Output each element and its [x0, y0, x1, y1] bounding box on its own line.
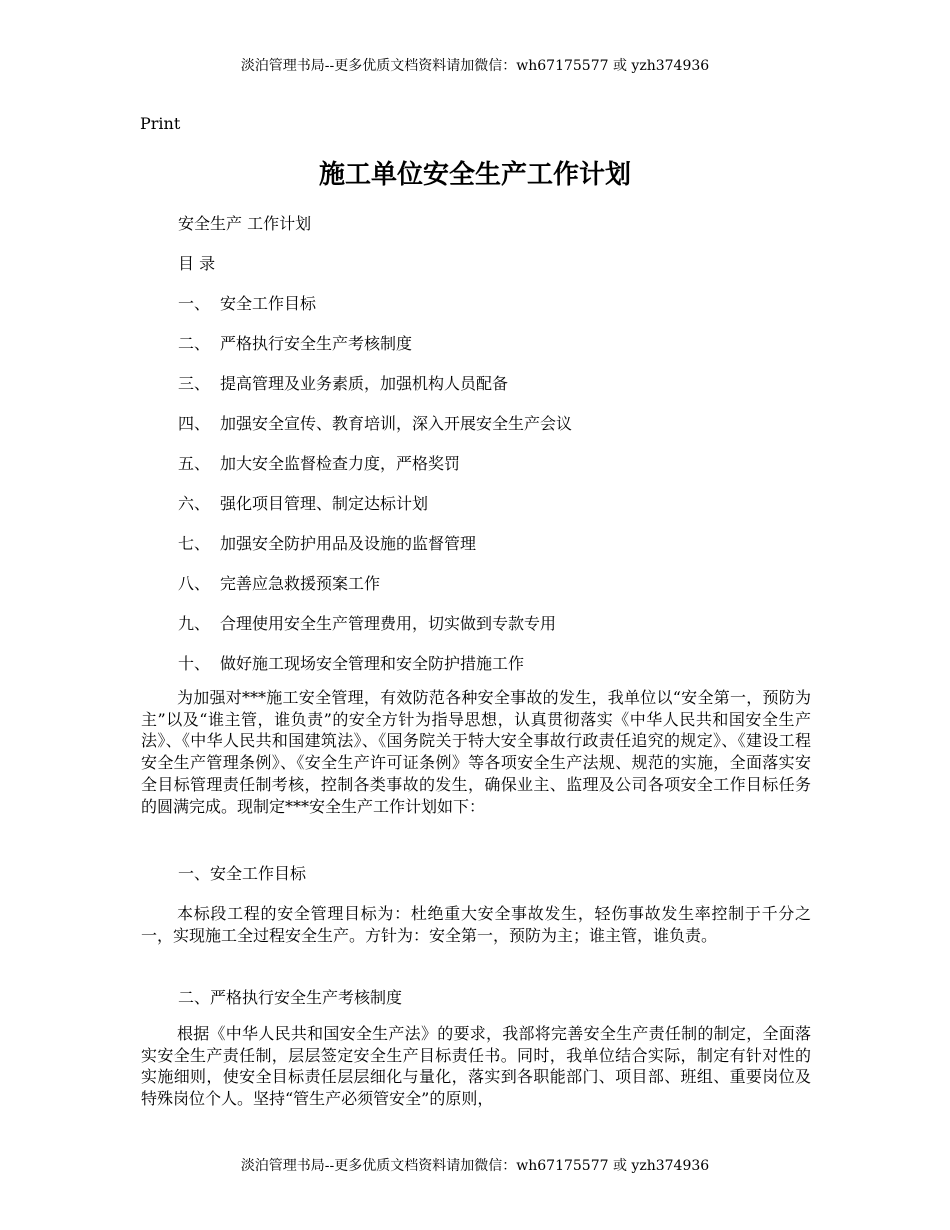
toc-item-number: 六、 [178, 494, 211, 513]
toc-item [178, 454, 572, 494]
page-header: 淡泊管理书局--更多优质文档资料请加微信：wh67175577 或 yzh374936 [240, 58, 710, 74]
toc-item-number: 五、 [178, 454, 211, 473]
safety-goal-paragraph: 本标段工程的安全管理目标为：杜绝重大安全事故发生，轻伤事故发生率控制于千分之一，实现施工全过程安全生产。方针为：安全第一，预防为主；谁主管，谁负责。 [141, 904, 811, 945]
toc-item-text: 合理使用安全生产管理费用，切实做到专款专用 [220, 614, 557, 633]
toc-item-number: 八、 [178, 574, 211, 593]
toc-item [178, 294, 572, 334]
toc-item [178, 574, 572, 614]
toc-item-text: 做好施工现场安全管理和安全防护措施工作 [220, 654, 525, 673]
toc-item-number: 十、 [178, 654, 211, 673]
toc-item-number: 四、 [178, 414, 211, 433]
section-heading-safety-goal: 一、安全工作目标 [178, 864, 307, 883]
table-of-contents [178, 294, 572, 694]
toc-heading: 目 录 [178, 254, 216, 273]
toc-item-text: 强化项目管理、制定达标计划 [220, 494, 429, 513]
toc-item-number: 二、 [178, 334, 211, 353]
toc-item-number: 一、 [178, 294, 211, 313]
toc-item-number: 三、 [178, 374, 211, 393]
toc-item [178, 414, 572, 454]
toc-item-text: 加强安全宣传、教育培训，深入开展安全生产会议 [220, 414, 573, 433]
toc-item-text: 提高管理及业务素质，加强机构人员配备 [220, 374, 509, 393]
assessment-paragraph: 根据《中华人民共和国安全生产法》的要求，我部将完善安全生产责任制的制定，全面落实安全生产责任制，层层签定安全生产目标责任书。同时，我单位结合实际，制定有针对性的实施细则，使安全目标责任层层细化与量化，落实到各职能部门、项目部、班组、重要岗位及特殊岗位个人。坚持“管生产必须管安全”的原则， [141, 1024, 811, 1109]
document-subtitle: 安全生产 工作计划 [178, 214, 312, 233]
toc-item-text: 加强安全防护用品及设施的监督管理 [220, 534, 477, 553]
toc-item [178, 494, 572, 534]
toc-item [178, 614, 572, 654]
toc-item-text: 加大安全监督检查力度，严格奖罚 [220, 454, 461, 473]
toc-item-text: 安全工作目标 [220, 294, 317, 313]
section-heading-assessment: 二、严格执行安全生产考核制度 [178, 988, 403, 1007]
toc-item [178, 334, 572, 374]
document-title: 施工单位安全生产工作计划 [318, 160, 631, 190]
page-footer: 淡泊管理书局--更多优质文档资料请加微信：wh67175577 或 yzh374936 [240, 1158, 710, 1174]
toc-item-text: 完善应急救援预案工作 [220, 574, 381, 593]
toc-item-number: 七、 [178, 534, 211, 553]
toc-item [178, 374, 572, 414]
toc-item-text: 严格执行安全生产考核制度 [220, 334, 413, 353]
toc-item-number: 九、 [178, 614, 211, 633]
intro-paragraph: 为加强对***施工安全管理，有效防范各种安全事故的发生，我单位以“安全第一，预防为主”以及“谁主管，谁负责”的安全方针为指导思想，认真贯彻落实《中华人民共和国安全生产法》、《中华人民共和国建筑法》、《国务院关于特大安全事故行政责任追究的规定》、《建设工程安全生产管理条例》、《安全生产许可证条例》等各项安全生产法规、规范的实施，全面落实安全目标管理责任制考核，控制各类事故的发生，确保业主、监理及公司各项安全工作目标任务的圆满完成。现制定***安全生产工作计划如下： [141, 688, 811, 816]
print-label: Print [140, 114, 181, 133]
toc-item [178, 534, 572, 574]
